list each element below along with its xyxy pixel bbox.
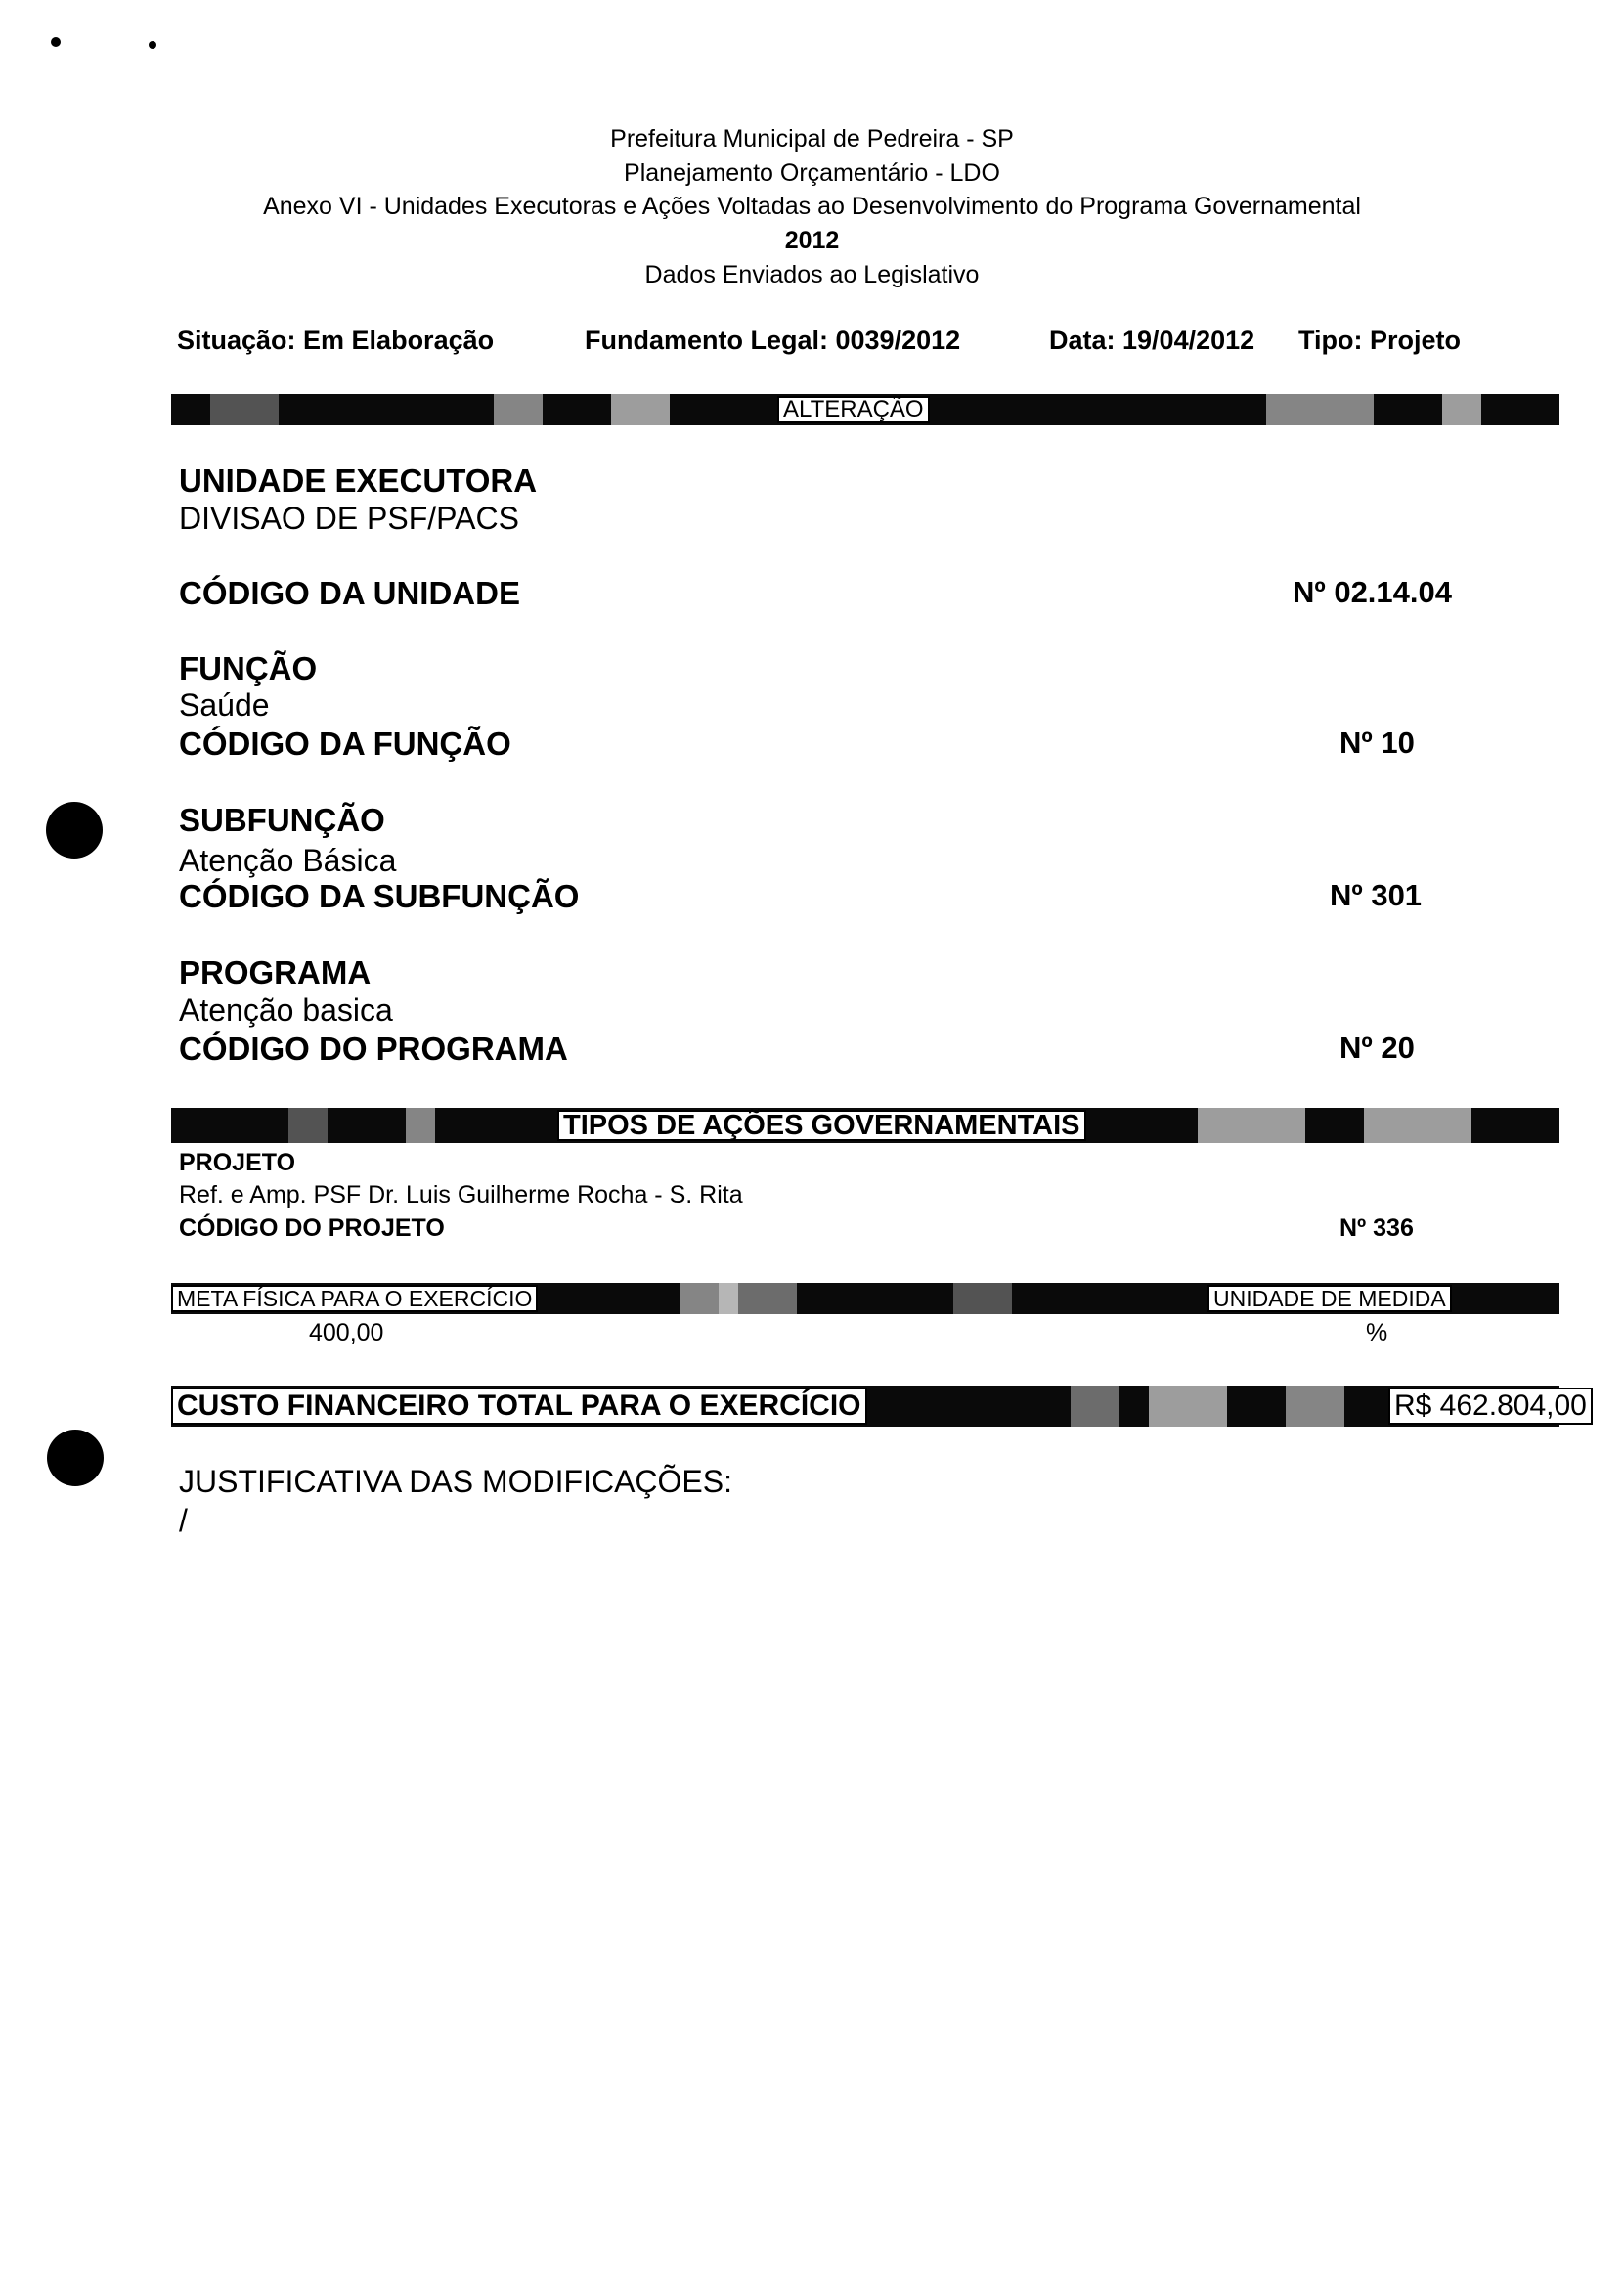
tipos-acoes-bar <box>171 1108 1559 1143</box>
header-line-1: Prefeitura Municipal de Pedreira - SP <box>610 125 1014 153</box>
unidade-medida-label: UNIDADE DE MEDIDA <box>1207 1285 1452 1312</box>
meta-fisica-label: META FÍSICA PARA O EXERCÍCIO <box>171 1285 538 1312</box>
unidade-code-label: CÓDIGO DA UNIDADE <box>179 575 520 611</box>
projeto-code: Nº 336 <box>1339 1214 1414 1242</box>
programa-value: Atenção basica <box>179 992 393 1028</box>
alteracao-label: ALTERAÇÃO <box>777 396 930 423</box>
fundamento-legal: Fundamento Legal: 0039/2012 <box>585 326 961 355</box>
subfuncao-value: Atenção Básica <box>179 843 397 878</box>
situacao: Situação: Em Elaboração <box>177 326 495 355</box>
unidade-code: Nº 02.14.04 <box>1293 575 1452 609</box>
custo-bar <box>171 1386 1587 1427</box>
funcao-code: Nº 10 <box>1339 726 1415 760</box>
unidade-value: DIVISAO DE PSF/PACS <box>179 501 519 536</box>
data: Data: 19/04/2012 <box>1049 326 1255 355</box>
subfuncao-title: SUBFUNÇÃO <box>179 802 385 838</box>
scan-speck <box>149 41 156 49</box>
tipos-acoes-label: TIPOS DE AÇÕES GOVERNAMENTAIS <box>557 1110 1086 1141</box>
header-line-3: Anexo VI - Unidades Executoras e Ações Voltadas ao Desenvolvimento do Programa Governamental <box>263 193 1361 220</box>
justificativa-value: / <box>179 1503 188 1538</box>
header-line-2: Planejamento Orçamentário - LDO <box>624 159 1000 187</box>
funcao-title: FUNÇÃO <box>179 650 318 686</box>
funcao-code-label: CÓDIGO DA FUNÇÃO <box>179 726 511 762</box>
justificativa-title: JUSTIFICATIVA DAS MODIFICAÇÕES: <box>179 1464 732 1499</box>
projeto-title: PROJETO <box>179 1149 296 1176</box>
unidade-title: UNIDADE EXECUTORA <box>179 463 538 499</box>
programa-code-label: CÓDIGO DO PROGRAMA <box>179 1031 568 1067</box>
custo-valor: R$ 462.804,00 <box>1388 1388 1593 1425</box>
subfuncao-code: Nº 301 <box>1330 878 1423 912</box>
tipo: Tipo: Projeto <box>1298 326 1461 355</box>
scan-speck <box>51 37 61 47</box>
alteracao-bar <box>171 394 1559 425</box>
header-line-5: Dados Enviados ao Legislativo <box>644 261 980 288</box>
funcao-value: Saúde <box>179 687 270 723</box>
programa-code: Nº 20 <box>1339 1031 1415 1065</box>
programa-title: PROGRAMA <box>179 954 372 991</box>
projeto-value: Ref. e Amp. PSF Dr. Luis Guilherme Rocha - S. Rita <box>179 1181 743 1209</box>
meta-fisica-bar <box>171 1283 1559 1314</box>
unidade-medida-value: % <box>1366 1319 1388 1346</box>
projeto-code-label: CÓDIGO DO PROJETO <box>179 1214 445 1242</box>
header-year: 2012 <box>784 227 840 254</box>
punch-hole <box>46 802 103 859</box>
punch-hole <box>47 1430 104 1486</box>
meta-fisica-value: 400,00 <box>309 1319 384 1346</box>
subfuncao-code-label: CÓDIGO DA SUBFUNÇÃO <box>179 878 580 914</box>
custo-label: CUSTO FINANCEIRO TOTAL PARA O EXERCÍCIO <box>171 1388 867 1425</box>
